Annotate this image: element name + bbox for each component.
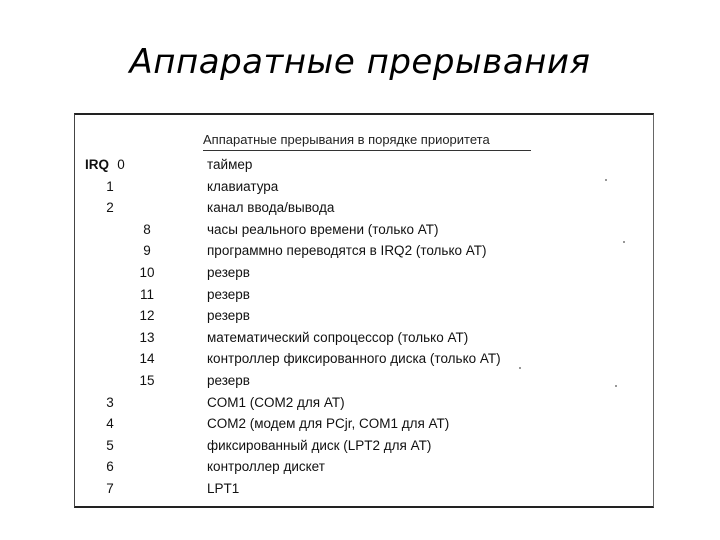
irq-label: IRQ (85, 157, 110, 172)
table-row (75, 284, 653, 305)
irq-description: резерв (207, 265, 250, 280)
table-row (75, 240, 653, 261)
table-row (75, 478, 653, 499)
table-row (75, 327, 653, 348)
table-row (75, 456, 653, 477)
table-row (75, 305, 653, 326)
irq-description: LPT1 (207, 481, 240, 496)
irq-description: программно переводятся в IRQ2 (только AT) (207, 243, 487, 259)
irq-description: COM1 (COM2 для AT) (207, 394, 345, 410)
irq-number: 15 (139, 373, 155, 388)
slide-title: Аппаратные прерывания (129, 42, 591, 82)
irq-number: 1 (106, 178, 114, 194)
irq-description: резерв (207, 373, 250, 388)
irq-description: резерв (207, 286, 250, 302)
irq-description: клавиатура (207, 178, 279, 194)
irq-number: 6 (106, 459, 114, 475)
irq-number: 7 (106, 481, 114, 496)
irq-number: 3 (106, 394, 114, 410)
table-row (75, 154, 653, 175)
table-row (75, 348, 653, 369)
irq-description: таймер (207, 157, 253, 172)
irq-description: фиксированный диск (LPT2 для AT) (207, 437, 432, 453)
scan-speck (623, 241, 625, 243)
irq-table (74, 113, 654, 508)
irq-description: контроллер дискет (207, 459, 325, 475)
scan-speck (615, 385, 617, 387)
table-row (75, 392, 653, 413)
irq-number: 12 (139, 308, 155, 324)
scan-speck (605, 179, 607, 181)
table-row (75, 413, 653, 434)
irq-number: 11 (139, 286, 154, 302)
irq-number: 5 (106, 437, 114, 453)
irq-description: математический сопроцессор (только AT) (207, 329, 469, 345)
irq-number: 2 (106, 200, 114, 216)
irq-number: 13 (139, 329, 155, 345)
irq-description: COM2 (модем для PCjr, COM1 для AT) (207, 416, 450, 432)
table-row (75, 197, 653, 218)
irq-number: 8 (143, 221, 151, 237)
table-row (75, 219, 653, 240)
table-row (75, 370, 653, 391)
header-rule (203, 150, 531, 151)
irq-number: 10 (139, 265, 155, 280)
irq-description: контроллер фиксированного диска (только AT) (207, 351, 501, 367)
irq-description: резерв (207, 308, 250, 324)
table-row (75, 262, 653, 283)
irq-number: 0 (117, 157, 125, 172)
irq-number: 14 (139, 351, 155, 367)
irq-number: 9 (143, 243, 151, 259)
table-header: Аппаратные прерывания в порядке приоритета (203, 132, 490, 147)
table-row (75, 176, 653, 197)
scan-speck (519, 367, 521, 369)
irq-description: канал ввода/вывода (207, 200, 335, 216)
table-row (75, 435, 653, 456)
irq-description: часы реального времени (только AT) (207, 221, 439, 237)
irq-number: 4 (106, 416, 114, 432)
